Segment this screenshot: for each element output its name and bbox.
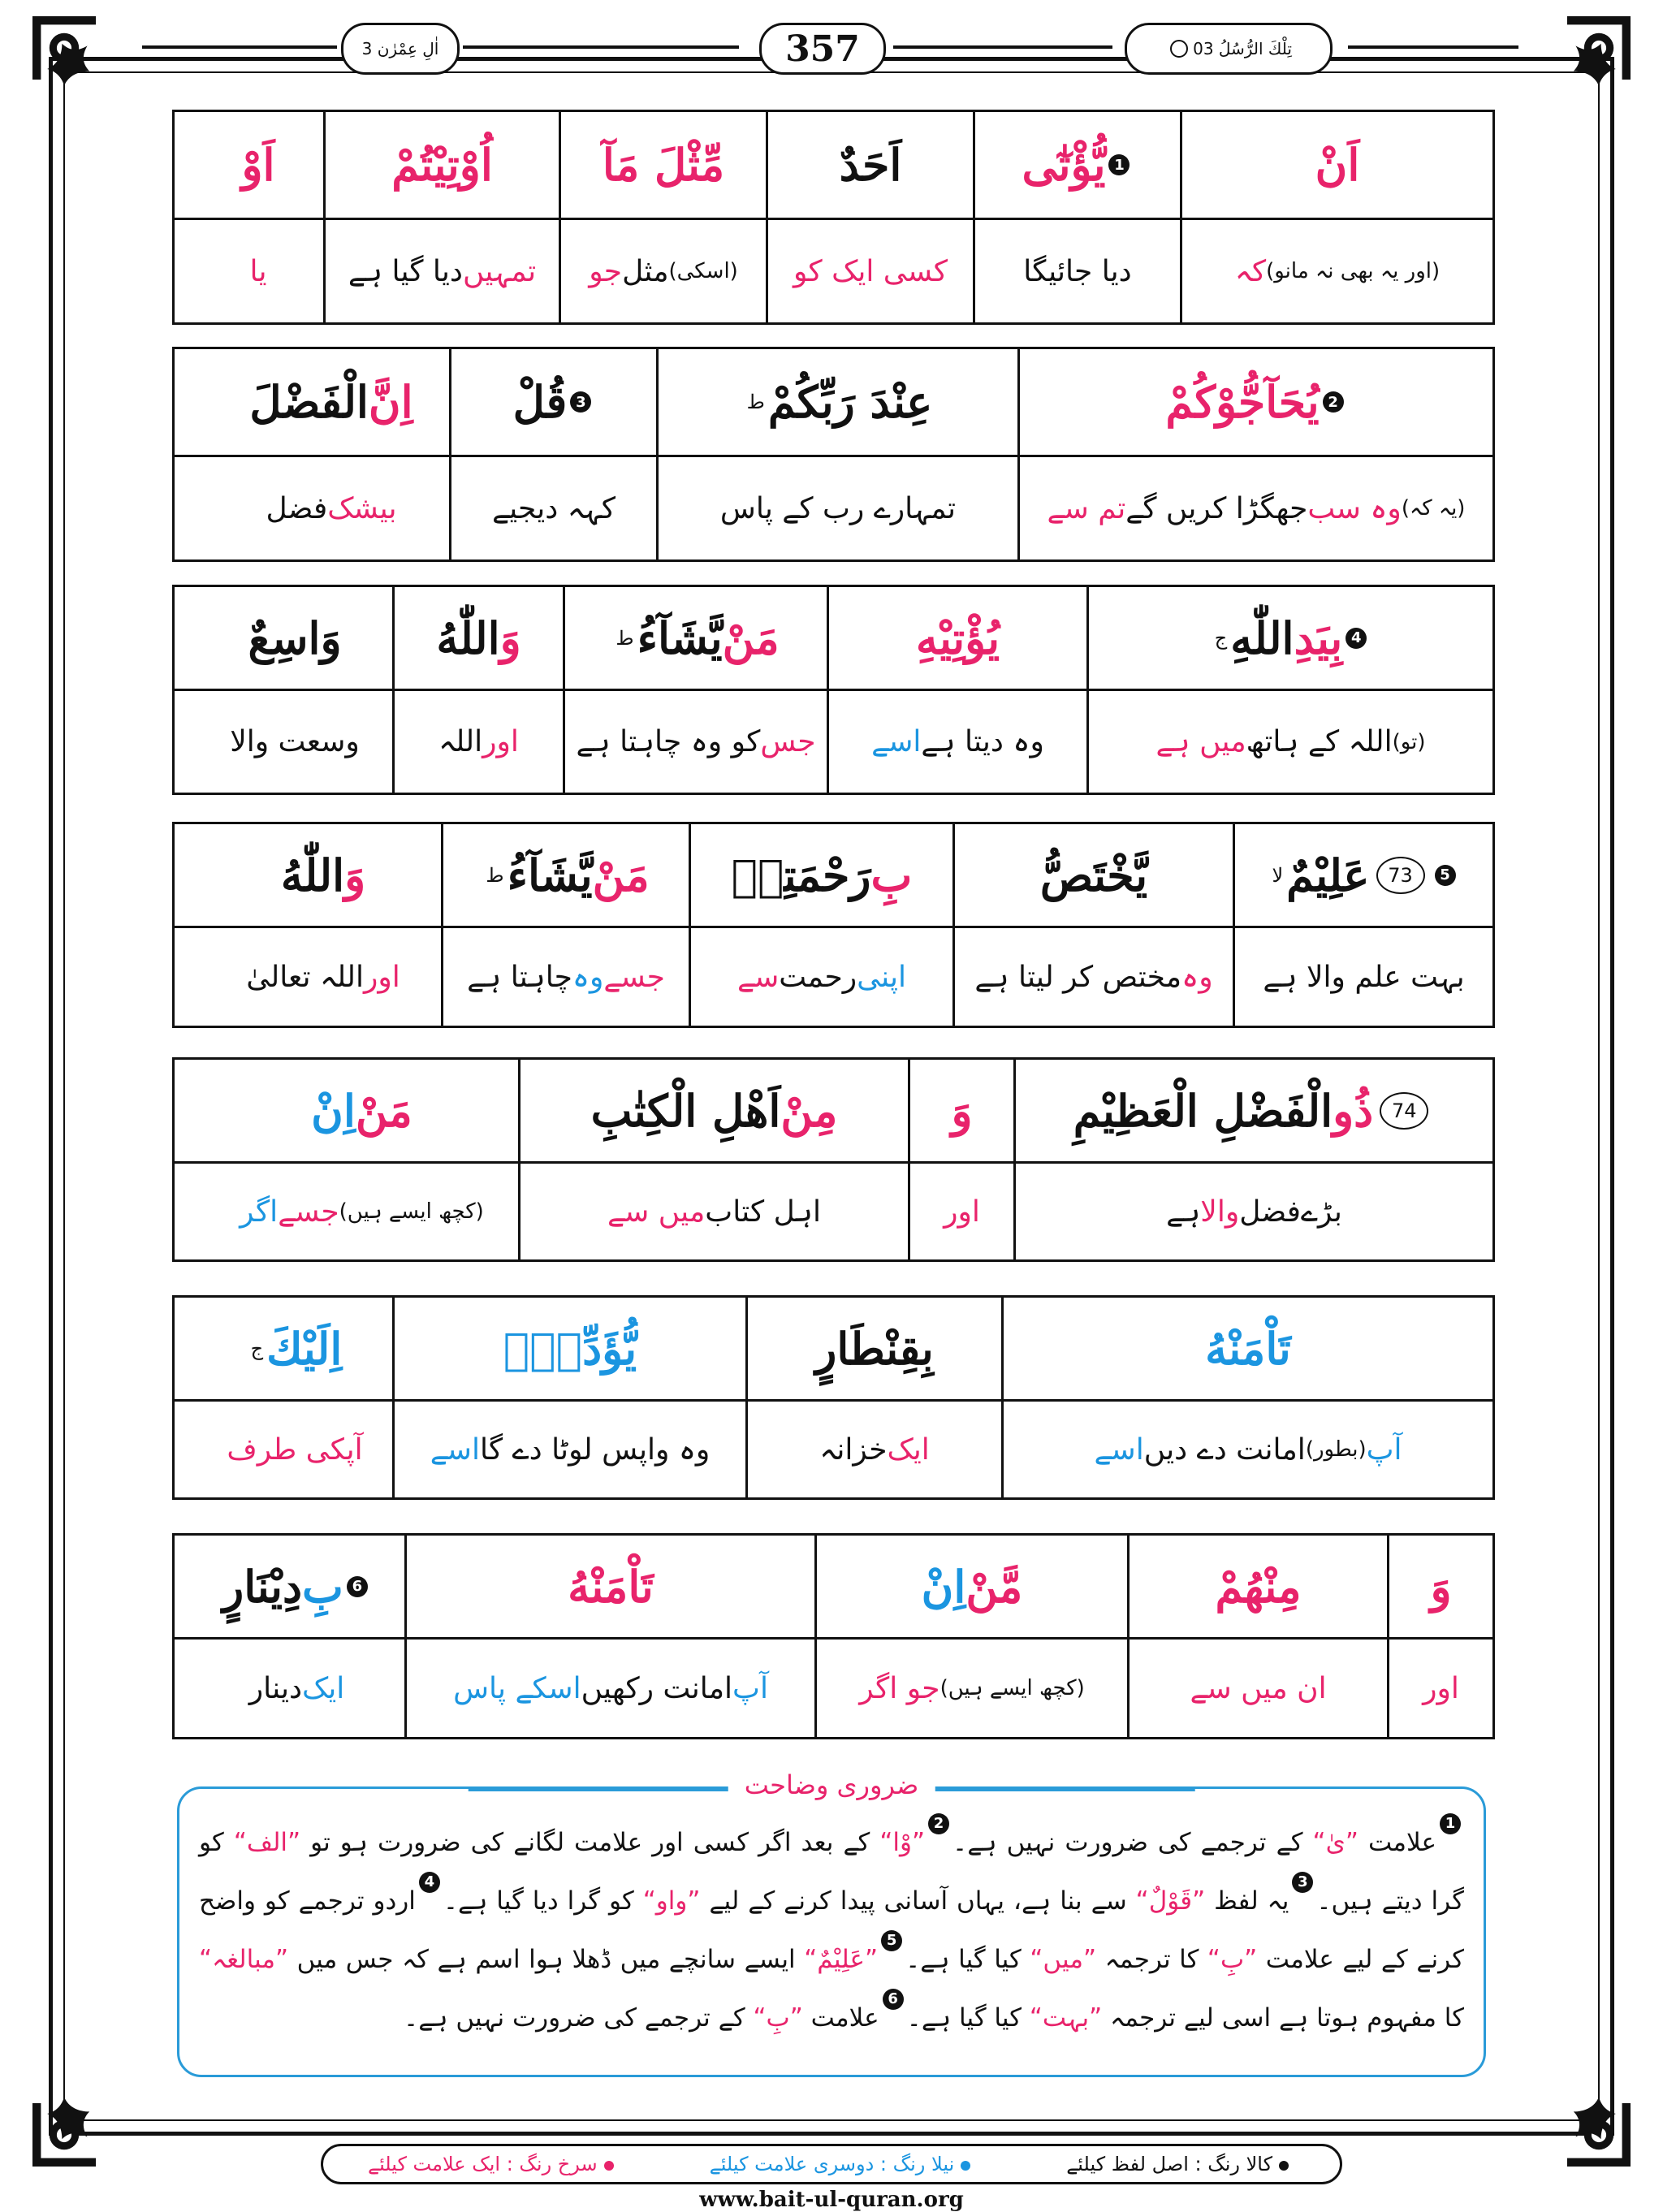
translation-cell <box>197 691 392 793</box>
arabic-word-cell <box>766 112 973 218</box>
urdu-text: وہ <box>1181 960 1213 994</box>
explanation-title: ضروری وضاحت <box>728 1769 935 1800</box>
word-table <box>172 1295 1495 1500</box>
urdu-text: وہ <box>572 960 604 994</box>
footnote-marker: 1 <box>1440 1813 1461 1834</box>
word-table <box>172 1533 1495 1739</box>
urdu-text: ایک <box>302 1671 345 1705</box>
translation-cell <box>952 928 1233 1026</box>
note-text: کیا گیا ہے۔ <box>905 1945 1030 1974</box>
urdu-text: اللہ <box>438 725 483 758</box>
arabic-word-cell <box>392 587 563 689</box>
urdu-text: یا <box>249 254 267 288</box>
translation-cell <box>559 220 766 322</box>
arabic-word-cell <box>827 587 1086 689</box>
note-text: یہ لفظ <box>1205 1886 1289 1916</box>
footnote-marker: 6 <box>347 1576 368 1597</box>
urdu-text: جو اگر <box>859 1671 940 1705</box>
translation-cell <box>745 1402 1001 1497</box>
arabic-word: بِيَدِ <box>1294 611 1343 664</box>
urdu-text: کہہ دیجیے <box>492 491 616 525</box>
urdu-text: جسے <box>278 1195 339 1229</box>
website-url: www.bait-ul-quran.org <box>699 2188 964 2212</box>
urdu-text: اور <box>1423 1671 1459 1705</box>
note-text: کیا گیا ہے۔ <box>906 2003 1030 2033</box>
note-text: کو گرا دیتے ہیں۔ <box>199 1828 1464 1916</box>
arabic-word: مَنْ <box>722 611 780 664</box>
translation-cell <box>323 220 559 322</box>
urdu-text: فضل <box>1239 1195 1301 1229</box>
footnote-marker: 1 <box>1108 154 1130 175</box>
arabic-word: ذُو <box>1333 1084 1374 1137</box>
note-text: اردو ترجمے کو واضح کرنے کے لیے علامت <box>199 1886 1465 1974</box>
arabic-word-cell <box>197 1298 392 1399</box>
urdu-text: سے <box>737 960 780 994</box>
footnote-marker: 2 <box>928 1813 949 1834</box>
urdu-text: چاہتا ہے <box>467 960 572 994</box>
translation-cell <box>563 691 827 793</box>
explanation-text <box>199 1813 1464 2047</box>
translation-cell <box>827 691 1086 793</box>
word-table <box>172 347 1495 562</box>
arabic-word-cell <box>559 112 766 218</box>
arabic-word-cell <box>1180 112 1492 218</box>
arabic-word: اللّٰهِ <box>1230 611 1294 664</box>
arabic-word: الْفَضْلِ الْعَظِيْمِ <box>1073 1084 1333 1137</box>
translation-cell <box>193 220 323 322</box>
arabic-word-cell <box>193 112 323 218</box>
translation-cell <box>205 928 441 1026</box>
arabic-word: مِنْهُمْ <box>1215 1560 1302 1613</box>
arabic-word: وَ <box>499 611 521 664</box>
translation-row <box>175 1164 1492 1259</box>
arabic-word-cell <box>441 824 689 926</box>
urdu-text: ان میں سے <box>1190 1671 1327 1705</box>
arabic-word: يُّؤَدِّهٖٓ <box>503 1322 637 1375</box>
header-rule <box>893 45 1112 49</box>
arabic-word-cell <box>908 1060 1013 1161</box>
urdu-text: (بطور) <box>1305 1437 1367 1462</box>
legend-item <box>1066 2153 1295 2175</box>
corner-ornament-icon <box>32 2061 138 2167</box>
translation-cell <box>441 928 689 1026</box>
urdu-text: فضل <box>266 491 328 525</box>
translation-cell <box>518 1164 908 1259</box>
ayah-number: 73 <box>1376 857 1425 894</box>
urdu-text: (کچھ ایسے ہیں) <box>939 1676 1085 1700</box>
translation-cell <box>205 1164 518 1259</box>
translation-cell <box>1127 1640 1387 1737</box>
arabic-row <box>175 112 1492 220</box>
urdu-text: میں سے <box>607 1195 706 1229</box>
urdu-text: اگر <box>240 1195 279 1229</box>
arabic-word: وَ <box>1430 1560 1452 1613</box>
footnote-marker: 6 <box>883 1989 904 2010</box>
urdu-text: جو <box>589 254 623 288</box>
urdu-text: امانت رکھیں <box>581 1671 733 1705</box>
urdu-text: ایک <box>887 1432 930 1467</box>
urdu-text: کو وہ چاہتا ہے <box>576 725 761 758</box>
arabic-word: مَنْ <box>592 849 650 901</box>
waqf-mark: ط <box>616 626 634 650</box>
explanation-box <box>177 1769 1486 2077</box>
urdu-text: دیا جائیگا <box>1023 254 1132 288</box>
waqf-mark: ط <box>746 391 765 413</box>
arabic-word: اللّٰهُ <box>436 611 500 664</box>
urdu-text: (یہ کہ) <box>1401 496 1466 521</box>
legend-item <box>368 2153 620 2175</box>
urdu-text: کسی ایک کو <box>793 254 948 288</box>
urdu-text: (اسکی) <box>668 259 738 283</box>
urdu-text: اور <box>364 960 400 994</box>
translation-cell <box>766 220 973 322</box>
urdu-text: وہ دیتا ہے <box>921 725 1044 758</box>
translation-cell <box>214 457 449 559</box>
urdu-text: اور <box>482 725 519 758</box>
note-text: کے بعد اگر کسی اور علامت لگانے کی ضرورت ہو تو <box>300 1828 880 1857</box>
footnote-marker: 4 <box>419 1872 440 1893</box>
legend-item <box>710 2153 978 2175</box>
arabic-word-cell <box>205 824 441 926</box>
arabic-word: قُلْ <box>512 376 568 428</box>
footnote-marker: 3 <box>570 391 591 413</box>
translation-cell <box>1387 1640 1492 1737</box>
arabic-word-cell <box>689 824 952 926</box>
translation-row <box>175 457 1492 559</box>
corner-ornament-icon <box>1525 2061 1631 2167</box>
arabic-word: الْفَضْلَ <box>249 376 369 428</box>
arabic-row <box>175 587 1492 691</box>
translation-cell <box>689 928 952 1026</box>
arabic-word: اِنَّ <box>368 376 413 428</box>
legend-label: نیلا رنگ : دوسری علامت کیلئے <box>709 2153 955 2175</box>
translation-cell <box>1013 1164 1492 1259</box>
urdu-text: (اور یہ بھی نہ مانو) <box>1266 259 1441 283</box>
translation-cell <box>1180 220 1492 322</box>
translation-cell <box>1017 457 1492 559</box>
urdu-text: اہل کتاب <box>705 1195 821 1229</box>
note-text: کے ترجمے کی ضرورت نہیں ہے۔ <box>952 1828 1313 1857</box>
urdu-text: تمہارے رب کے پاس <box>719 491 957 525</box>
arabic-word: اَوْ <box>241 139 275 191</box>
legend-dot-icon <box>604 2161 614 2171</box>
arabic-word-cell <box>392 1298 745 1399</box>
arabic-word: اِنْ <box>921 1560 966 1613</box>
color-legend <box>321 2144 1342 2184</box>
urdu-text: اسے <box>430 1432 480 1467</box>
arabic-word-cell <box>205 1060 518 1161</box>
arabic-word: يُّؤْتٰٓى <box>1022 139 1106 191</box>
arabic-word: مَنْ <box>355 1084 413 1137</box>
arabic-word-cell <box>952 824 1233 926</box>
arabic-word-cell <box>1127 1536 1387 1637</box>
arabic-word-cell <box>1086 587 1492 689</box>
arabic-word: تَاْمَنْهُ <box>568 1560 654 1613</box>
arabic-word: اَحَدٌ <box>839 139 902 191</box>
translation-cell <box>189 1640 404 1737</box>
waqf-mark: لا <box>1272 863 1284 887</box>
note-text: علامت <box>1358 1828 1436 1857</box>
arabic-word-cell <box>189 1536 404 1637</box>
urdu-text: اور <box>944 1195 980 1229</box>
urdu-text: (کچھ ایسے ہیں) <box>339 1199 484 1224</box>
arabic-word-cell <box>814 1536 1127 1637</box>
note-text: کا مفہوم ہوتا ہے اسی لیے ترجمہ <box>1102 2003 1464 2033</box>
urdu-text: اسکے پاس <box>453 1671 581 1705</box>
urdu-text: تم سے <box>1047 491 1126 525</box>
arabic-word-cell <box>323 112 559 218</box>
arabic-word: مِنْ <box>780 1084 838 1137</box>
translation-cell <box>908 1164 1013 1259</box>
translation-cell <box>392 1402 745 1497</box>
urdu-text: امانت دے دیں <box>1143 1432 1306 1467</box>
translation-row <box>175 691 1492 793</box>
translation-cell <box>973 220 1180 322</box>
urdu-text: آپکی طرف <box>227 1432 363 1467</box>
arabic-word: وَ <box>951 1084 973 1137</box>
urdu-text: (تو) <box>1392 729 1426 754</box>
arabic-word-cell <box>214 349 449 455</box>
urdu-text: والا <box>1200 1195 1240 1229</box>
translation-row <box>175 1640 1492 1737</box>
note-text: ”الف“ <box>233 1828 301 1857</box>
arabic-row <box>175 349 1492 457</box>
note-text: ”عَلِیْمٌ“ <box>804 1945 879 1974</box>
juz-label: تِلْكَ الرُّسُلُ 03 <box>1125 23 1333 75</box>
arabic-word-cell <box>563 587 827 689</box>
arabic-word-cell <box>1017 349 1492 455</box>
arabic-word-cell <box>745 1298 1001 1399</box>
arabic-word: عَلِيْمٌ <box>1286 849 1370 901</box>
note-text: ”واو“ <box>642 1886 701 1916</box>
urdu-text: رحمت <box>779 960 857 994</box>
arabic-word: وَ <box>344 849 366 901</box>
urdu-text: اللہ تعالیٰ <box>246 960 364 994</box>
surah-label: اٰلِ عِمْرٰن 3 <box>341 23 460 75</box>
legend-label: کالا رنگ : اصل لفظ کیلئے <box>1066 2153 1273 2175</box>
urdu-text: آپ <box>1366 1432 1402 1467</box>
note-text: کا ترجمہ <box>1096 1945 1207 1974</box>
arabic-word: وَاسِعٌ <box>248 611 342 664</box>
arabic-word: اَهْلِ الْكِتٰبِ <box>590 1084 781 1137</box>
translation-cell <box>1086 691 1492 793</box>
translation-row <box>175 1402 1492 1497</box>
urdu-text: ہے <box>1166 1195 1201 1229</box>
translation-row <box>175 220 1492 322</box>
header-rule <box>142 45 337 49</box>
waqf-mark: ج <box>1214 626 1228 650</box>
arabic-word: بِقِنْطَارٍ <box>815 1322 934 1375</box>
urdu-text: اسے <box>871 725 922 758</box>
arabic-word: عِنْدَ رَبِّكُمْ <box>767 376 933 428</box>
urdu-text: بہت علم والا ہے <box>1263 960 1465 994</box>
urdu-text: بیشک <box>327 491 397 525</box>
translation-row <box>175 928 1492 1026</box>
footnote-marker: 3 <box>1292 1872 1313 1893</box>
urdu-text: اسے <box>1094 1432 1144 1467</box>
urdu-text: اللہ کے ہاتھ <box>1246 725 1393 758</box>
urdu-text: کہ <box>1234 254 1267 288</box>
note-text: ”میں“ <box>1030 1945 1097 1974</box>
arabic-word: اُوْتِيْتُمْ <box>391 139 493 191</box>
arabic-word: بِ <box>870 849 913 901</box>
urdu-text: میں ہے <box>1155 725 1246 758</box>
corner-ornament-icon <box>1525 16 1631 122</box>
arabic-word: رَحْمَتِهٖ <box>731 849 871 901</box>
arabic-word: مَّنْ <box>965 1560 1023 1613</box>
urdu-text: وسعت والا <box>230 725 360 758</box>
arabic-word: دِيْنَارٍ <box>222 1560 303 1613</box>
note-text: ”بِ“ <box>753 2003 803 2033</box>
urdu-text: جسے <box>603 960 665 994</box>
arabic-word: يَّشَآءُ <box>507 849 593 901</box>
arabic-word: مِّثْلَ مَآ <box>602 139 725 191</box>
footnote-marker: 2 <box>1323 391 1344 413</box>
note-text: ایسے سانچے میں ڈھلا ہوا اسم ہے کہ جس میں <box>288 1945 805 1974</box>
translation-cell <box>197 1402 392 1497</box>
urdu-text: آپ <box>732 1671 768 1705</box>
note-text: کے ترجمے کی ضرورت نہیں ہے۔ <box>404 2003 754 2033</box>
note-text: علامت <box>802 2003 879 2033</box>
header-rule <box>463 45 739 49</box>
footnote-marker: 5 <box>1435 865 1456 886</box>
urdu-text: دینار <box>248 1671 303 1705</box>
translation-cell <box>1001 1402 1492 1497</box>
arabic-word: يَّشَآءُ <box>637 611 723 664</box>
arabic-row <box>175 1060 1492 1164</box>
translation-cell <box>449 457 656 559</box>
translation-cell <box>1233 928 1492 1026</box>
corner-ornament-icon <box>32 16 138 122</box>
ayah-number: 74 <box>1380 1092 1428 1130</box>
translation-cell <box>656 457 1017 559</box>
note-text: ”بِ“ <box>1207 1945 1258 1974</box>
arabic-word-cell <box>973 112 1180 218</box>
urdu-text: تمہیں <box>462 254 537 288</box>
arabic-row <box>175 1536 1492 1640</box>
arabic-word: بِ <box>302 1560 343 1613</box>
urdu-text: مختص کر لیتا ہے <box>974 960 1182 994</box>
word-table <box>172 822 1495 1028</box>
urdu-text: مثل <box>622 254 669 288</box>
legend-label: سرخ رنگ : ایک علامت کیلئے <box>368 2153 598 2175</box>
arabic-word: تَاْمَنْهُ <box>1205 1322 1291 1375</box>
urdu-text: وہ واپس لوٹا دے گا <box>479 1432 711 1467</box>
legend-dot-icon <box>1279 2161 1289 2171</box>
arabic-word-cell <box>518 1060 908 1161</box>
word-table <box>172 110 1495 325</box>
waqf-mark: ج <box>250 1337 264 1360</box>
footnote-marker: 5 <box>881 1930 902 1951</box>
urdu-text: جھگڑا کریں گے <box>1125 491 1308 525</box>
arabic-word: يُؤْتِيْهِ <box>915 611 1000 664</box>
waqf-mark: ط <box>486 863 504 887</box>
arabic-word-cell <box>1387 1536 1492 1637</box>
word-table <box>172 585 1495 795</box>
translation-cell <box>814 1640 1127 1737</box>
urdu-text: جس <box>760 725 816 758</box>
arabic-word-cell <box>449 349 656 455</box>
header-rule <box>1348 45 1518 49</box>
urdu-text: وہ سب <box>1307 491 1402 525</box>
arabic-word-cell <box>1001 1298 1492 1399</box>
arabic-word-cell <box>1233 824 1492 926</box>
arabic-row <box>175 1298 1492 1402</box>
arabic-word-cell <box>1013 1060 1492 1161</box>
urdu-text: دیا گیا ہے <box>348 254 463 288</box>
arabic-word-cell <box>197 587 392 689</box>
footnote-marker: 4 <box>1346 628 1367 649</box>
page-number: 357 <box>759 23 886 75</box>
arabic-word: اللّٰهُ <box>280 849 345 901</box>
arabic-word: اَنْ <box>1315 139 1360 191</box>
urdu-text: خزانہ <box>819 1432 888 1467</box>
arabic-word: يَّخْتَصُّ <box>1039 849 1148 901</box>
arabic-word: يُحَآجُّوْكُمْ <box>1165 376 1320 428</box>
note-text: کو گرا دیا گیا ہے۔ <box>443 1886 643 1916</box>
note-text: ”وْا“ <box>879 1828 926 1857</box>
note-text: ”بہت“ <box>1029 2003 1103 2033</box>
legend-dot-icon <box>961 2161 970 2171</box>
arabic-word: اِنْ <box>311 1084 356 1137</box>
arabic-word-cell <box>404 1536 814 1637</box>
arabic-row <box>175 824 1492 928</box>
note-text: ”یٰ“ <box>1312 1828 1358 1857</box>
note-text: ”مبالغہ“ <box>199 1945 289 1974</box>
urdu-text: اپنی <box>857 960 906 994</box>
arabic-word: اِلَيْكَ <box>266 1322 343 1375</box>
note-text: سے بنا ہے، یہاں آسانی پیدا کرنے کے لیے <box>700 1886 1136 1916</box>
translation-cell <box>404 1640 814 1737</box>
translation-cell <box>392 691 563 793</box>
urdu-text: بڑے <box>1300 1195 1342 1229</box>
note-text: ”قَوْلٌ“ <box>1135 1886 1206 1916</box>
word-table <box>172 1057 1495 1262</box>
circle-ornament-icon <box>1170 40 1188 58</box>
arabic-word-cell <box>656 349 1017 455</box>
